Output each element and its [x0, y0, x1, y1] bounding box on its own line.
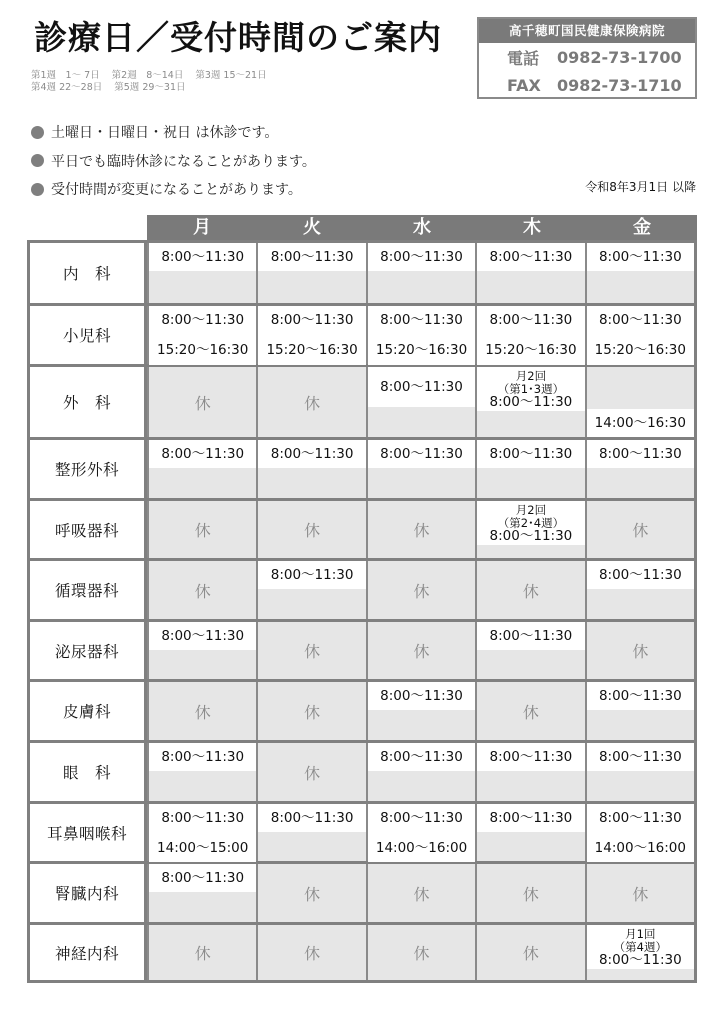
time-slot: 15:20～16:30 — [477, 334, 584, 365]
fax-label: FAX — [507, 75, 541, 95]
time-slot: 8:00～11:30 — [477, 440, 584, 468]
special-schedule — [587, 925, 694, 969]
week-1-range: 第1週 1～ 7日 — [31, 70, 100, 81]
schedule-cell — [147, 682, 256, 740]
time-slot: 8:00～11:30 — [587, 440, 694, 468]
department-name: 神経内科 — [30, 925, 147, 980]
closed-label: 休 — [522, 702, 539, 722]
table-row — [30, 364, 694, 437]
special-schedule-line: 月2回 — [515, 503, 547, 517]
time-slot: 8:00～11:30 — [149, 864, 256, 892]
special-schedule-line: （第2･4週） — [497, 515, 565, 530]
notice-text: 土曜日・日曜日・祝日 は休診です。 — [51, 125, 279, 142]
day-header-mon: 月 — [193, 217, 211, 238]
notice-item — [31, 175, 316, 204]
time-slot: 8:00～11:30 — [258, 243, 365, 271]
schedule-cell — [366, 864, 475, 922]
table-row — [30, 679, 694, 740]
fax-line — [479, 71, 695, 99]
time-slot: 8:00～11:30 — [587, 561, 694, 589]
time-slot: 8:00～11:30 — [258, 306, 365, 334]
department-name: 眼 科 — [30, 743, 147, 801]
time-slot: 8:00～11:30 — [477, 243, 584, 271]
schedule-cell — [147, 622, 256, 679]
closed-label: 休 — [194, 393, 211, 413]
time-slot: 8:00～11:30 — [477, 306, 584, 334]
time-slot: 8:00～11:30 — [149, 440, 256, 468]
table-row — [30, 437, 694, 498]
schedule-cell — [147, 743, 256, 801]
schedule-cell — [475, 682, 584, 740]
time-slot: 8:00～11:30 — [477, 622, 584, 650]
schedule-cell — [147, 243, 256, 303]
special-schedule — [477, 501, 584, 545]
schedule-cell — [147, 804, 256, 861]
time-slot: 15:20～16:30 — [587, 334, 694, 365]
schedule-cell — [256, 440, 365, 498]
time-slot: 8:00～11:30 — [587, 682, 694, 710]
schedule-cell — [147, 925, 256, 980]
schedule-cell — [147, 501, 256, 558]
time-slot: 8:00～11:30 — [149, 306, 256, 334]
closed-label: 休 — [522, 884, 539, 904]
time-slot: 8:00～11:30 — [587, 243, 694, 271]
time-slot: 15:20～16:30 — [368, 334, 475, 365]
phone-label: 電話 — [507, 48, 540, 68]
table-row — [30, 498, 694, 558]
schedule-cell — [256, 367, 365, 437]
schedule-grid — [27, 240, 697, 983]
schedule-cell — [147, 440, 256, 498]
schedule-cell — [147, 864, 256, 922]
department-name: 皮膚科 — [30, 682, 147, 740]
bullet-icon — [31, 154, 44, 167]
closed-label: 休 — [194, 581, 211, 601]
table-row — [30, 801, 694, 861]
bullet-icon — [31, 126, 44, 139]
department-name: 外 科 — [30, 367, 147, 437]
schedule-cell — [475, 864, 584, 922]
closed-label: 休 — [304, 884, 321, 904]
schedule-cell — [475, 743, 584, 801]
department-name: 耳鼻咽喉科 — [30, 804, 147, 861]
special-schedule-line: 月2回 — [515, 369, 547, 383]
schedule-cell — [366, 501, 475, 558]
schedule-cell — [585, 682, 694, 740]
department-name: 腎臓内科 — [30, 864, 147, 922]
closed-label: 休 — [522, 581, 539, 601]
week-legend — [31, 70, 279, 94]
table-row — [30, 243, 694, 303]
time-slot: 8:00～11:30 — [587, 743, 694, 771]
schedule-cell — [366, 925, 475, 980]
time-slot: 8:00～11:30 — [149, 804, 256, 832]
schedule-cell — [585, 925, 694, 980]
bullet-icon — [31, 183, 44, 196]
schedule-table — [27, 215, 697, 983]
closed-label: 休 — [304, 763, 321, 783]
time-slot: 8:00～11:30 — [368, 804, 475, 832]
notice-item — [31, 147, 316, 176]
department-name: 整形外科 — [30, 440, 147, 498]
schedule-cell — [366, 622, 475, 679]
schedule-cell — [256, 561, 365, 619]
closed-label: 休 — [304, 702, 321, 722]
closed-label: 休 — [304, 944, 321, 963]
closed-label: 休 — [304, 521, 321, 540]
schedule-cell — [475, 561, 584, 619]
schedule-cell — [585, 440, 694, 498]
week-legend-line-1 — [31, 70, 279, 82]
table-row — [30, 558, 694, 619]
schedule-cell — [475, 622, 584, 679]
time-slot: 8:00～11:30 — [149, 243, 256, 271]
schedule-cell — [147, 367, 256, 437]
page-title: 診療日／受付時間のご案内 — [34, 18, 442, 57]
schedule-cell — [585, 501, 694, 558]
special-schedule-line: 8:00～11:30 — [489, 394, 573, 410]
time-slot: 8:00～11:30 — [368, 682, 475, 710]
table-row — [30, 740, 694, 801]
schedule-cell — [366, 682, 475, 740]
schedule-cell — [256, 743, 365, 801]
week-legend-line-2 — [31, 82, 279, 94]
schedule-cell — [366, 440, 475, 498]
time-slot: 8:00～11:30 — [149, 622, 256, 650]
week-3-range: 第3週 15～21日 — [195, 70, 267, 81]
day-header-thu: 木 — [523, 217, 541, 238]
time-slot: 8:00～11:30 — [258, 804, 365, 832]
schedule-cell — [256, 622, 365, 679]
schedule-cell — [475, 306, 584, 364]
department-name: 呼吸器科 — [30, 501, 147, 558]
time-slot: 8:00～11:30 — [258, 440, 365, 468]
table-row — [30, 861, 694, 922]
special-schedule-line: （第1･3週） — [497, 381, 565, 396]
time-slot: 8:00～11:30 — [368, 243, 475, 271]
department-name: 小児科 — [30, 306, 147, 364]
week-2-range: 第2週 8～14日 — [111, 70, 184, 81]
schedule-cell — [256, 804, 365, 861]
time-slot: 14:00～16:30 — [587, 409, 694, 437]
schedule-cell — [256, 682, 365, 740]
notice-text: 平日でも臨時休診になることがあります。 — [51, 153, 316, 170]
time-slot: 8:00～11:30 — [258, 561, 365, 589]
schedule-cell — [366, 243, 475, 303]
time-slot: 8:00～11:30 — [368, 440, 475, 468]
time-slot: 8:00～11:30 — [587, 804, 694, 832]
special-schedule-line: 8:00～11:30 — [598, 952, 682, 968]
schedule-cell — [366, 561, 475, 619]
time-slot: 14:00～15:00 — [149, 832, 256, 862]
department-name: 内 科 — [30, 243, 147, 303]
schedule-cell — [475, 440, 584, 498]
schedule-cell — [366, 743, 475, 801]
week-4-range: 第4週 22～28日 — [31, 82, 103, 93]
closed-label: 休 — [632, 521, 649, 540]
closed-label: 休 — [413, 521, 430, 540]
special-schedule-line: 8:00～11:30 — [489, 528, 573, 544]
closed-label: 休 — [194, 702, 211, 722]
hospital-name: 高千穂町国民健康保険病院 — [479, 19, 695, 43]
fax-number: 0982-73-1710 — [557, 75, 682, 95]
schedule-cell — [475, 501, 584, 558]
closed-label: 休 — [413, 642, 430, 661]
time-slot: 15:20～16:30 — [258, 334, 365, 365]
notice-item — [31, 118, 316, 147]
phone-number[interactable]: 0982-73-1700 — [557, 47, 682, 67]
time-slot: 14:00～16:00 — [587, 832, 694, 862]
time-slot: 8:00～11:30 — [149, 743, 256, 771]
contact-box — [477, 17, 697, 99]
closed-label: 休 — [413, 944, 430, 963]
schedule-cell — [147, 561, 256, 619]
time-slot: 8:00～11:30 — [587, 306, 694, 334]
time-slot: 14:00～16:00 — [368, 832, 475, 862]
schedule-cell — [256, 243, 365, 303]
time-slot: 15:20～16:30 — [149, 334, 256, 365]
closed-label: 休 — [304, 642, 321, 661]
time-slot: 8:00～11:30 — [368, 306, 475, 334]
schedule-cell — [585, 622, 694, 679]
effective-date: 令和8年3月1日 以降 — [585, 180, 696, 194]
schedule-cell — [475, 804, 584, 861]
closed-label: 休 — [522, 944, 539, 963]
time-slot: 8:00～11:30 — [368, 743, 475, 771]
day-header-fri: 金 — [633, 217, 651, 238]
schedule-cell — [585, 367, 694, 437]
schedule-cell — [585, 804, 694, 861]
time-slot: 8:00～11:30 — [477, 743, 584, 771]
closed-label: 休 — [632, 884, 649, 904]
schedule-cell — [256, 925, 365, 980]
schedule-cell — [256, 501, 365, 558]
department-name: 泌尿器科 — [30, 622, 147, 679]
table-row — [30, 922, 694, 980]
schedule-cell — [585, 743, 694, 801]
day-header-wed: 水 — [413, 217, 431, 238]
special-schedule-line: 月1回 — [625, 927, 656, 941]
department-name: 循環器科 — [30, 561, 147, 619]
schedule-cell — [256, 864, 365, 922]
schedule-cell — [585, 243, 694, 303]
schedule-cell — [366, 804, 475, 861]
closed-label: 休 — [304, 393, 321, 413]
empty-slot — [587, 367, 694, 409]
special-schedule — [477, 367, 584, 411]
schedule-cell — [256, 306, 365, 364]
schedule-cell — [475, 925, 584, 980]
schedule-cell — [366, 306, 475, 364]
schedule-cell — [475, 243, 584, 303]
closed-label: 休 — [632, 642, 649, 661]
schedule-cell — [475, 367, 584, 437]
closed-label: 休 — [194, 944, 211, 963]
notice-text: 受付時間が変更になることがあります。 — [51, 182, 302, 199]
schedule-cell — [147, 306, 256, 364]
weekday-header — [147, 215, 697, 240]
schedule-cell — [585, 864, 694, 922]
day-header-tue: 火 — [303, 217, 321, 238]
week-5-range: 第5週 29～31日 — [114, 82, 186, 93]
schedule-cell — [366, 367, 475, 437]
phone-line — [479, 43, 695, 71]
schedule-cell — [585, 561, 694, 619]
table-row — [30, 619, 694, 679]
closed-label: 休 — [194, 521, 211, 540]
time-slot: 8:00～11:30 — [477, 804, 584, 832]
closed-label: 休 — [413, 581, 430, 601]
schedule-cell — [585, 306, 694, 364]
table-row — [30, 303, 694, 364]
notice-list — [31, 118, 316, 204]
closed-label: 休 — [413, 884, 430, 904]
special-schedule-line: （第4週） — [613, 939, 667, 954]
time-slot: 8:00～11:30 — [368, 367, 475, 407]
